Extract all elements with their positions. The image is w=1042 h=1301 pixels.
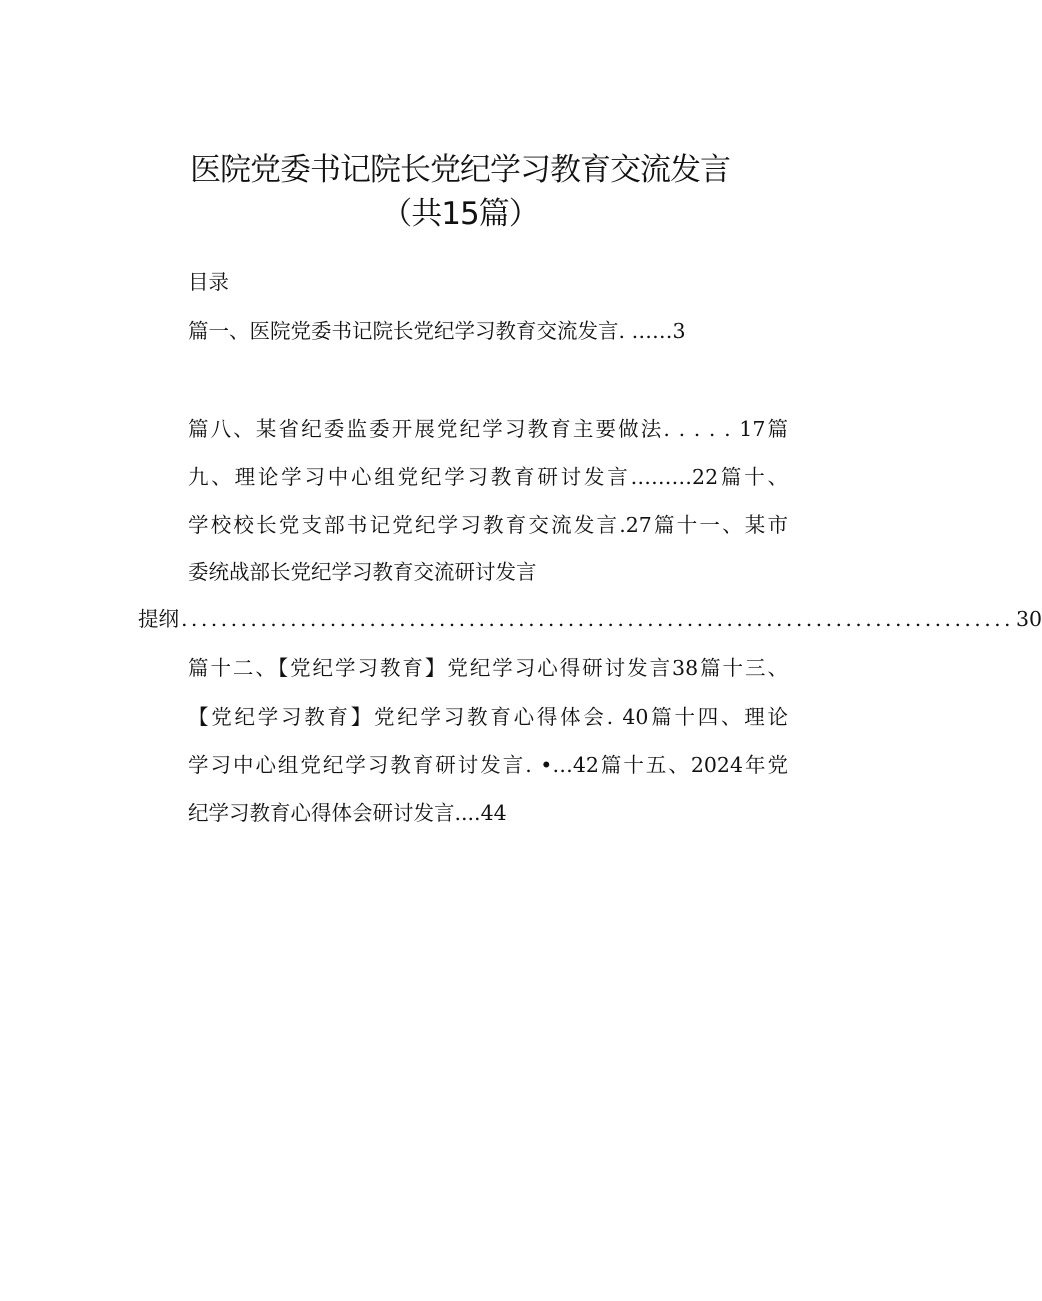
toc-line: 【党纪学习教育】党纪学习教育心得体会. 40篇十四、理论 bbox=[188, 705, 788, 729]
toc-line: 九、理论学习中心组党纪学习教育研讨发言………22篇十、 bbox=[188, 465, 788, 489]
toc-line: 篇八、某省纪委监委开展党纪学习教育主要做法. . . . . 17篇 bbox=[188, 417, 788, 441]
document-subtitle: （共15篇） bbox=[381, 196, 539, 232]
toc-line: 委统战部长党纪学习教育交流研讨发言 bbox=[188, 560, 537, 584]
toc-outline-entry bbox=[138, 602, 1042, 632]
toc-leader-dots: .................................................................................... bbox=[181, 607, 1014, 631]
toc-line: 学校校长党支部书记党纪学习教育交流发言.27篇十一、某市 bbox=[188, 513, 788, 537]
toc-line: 篇十二、【党纪学习教育】党纪学习心得研讨发言38篇十三、 bbox=[188, 656, 788, 680]
toc-line: 篇一、医院党委书记院长党纪学习教育交流发言. ……3 bbox=[188, 319, 686, 343]
toc-outline-page: 30 bbox=[1015, 607, 1042, 631]
toc-line: 学习中心组党纪学习教育研讨发言. •…42篇十五、2024年党 bbox=[188, 753, 788, 777]
toc-outline-label: 提纲 bbox=[138, 607, 179, 631]
toc-heading: 目录 bbox=[188, 270, 229, 294]
toc-line: 纪学习教育心得体会研讨发言....44 bbox=[188, 801, 507, 825]
document-title: 医院党委书记院长党纪学习教育交流发言 bbox=[190, 152, 730, 188]
